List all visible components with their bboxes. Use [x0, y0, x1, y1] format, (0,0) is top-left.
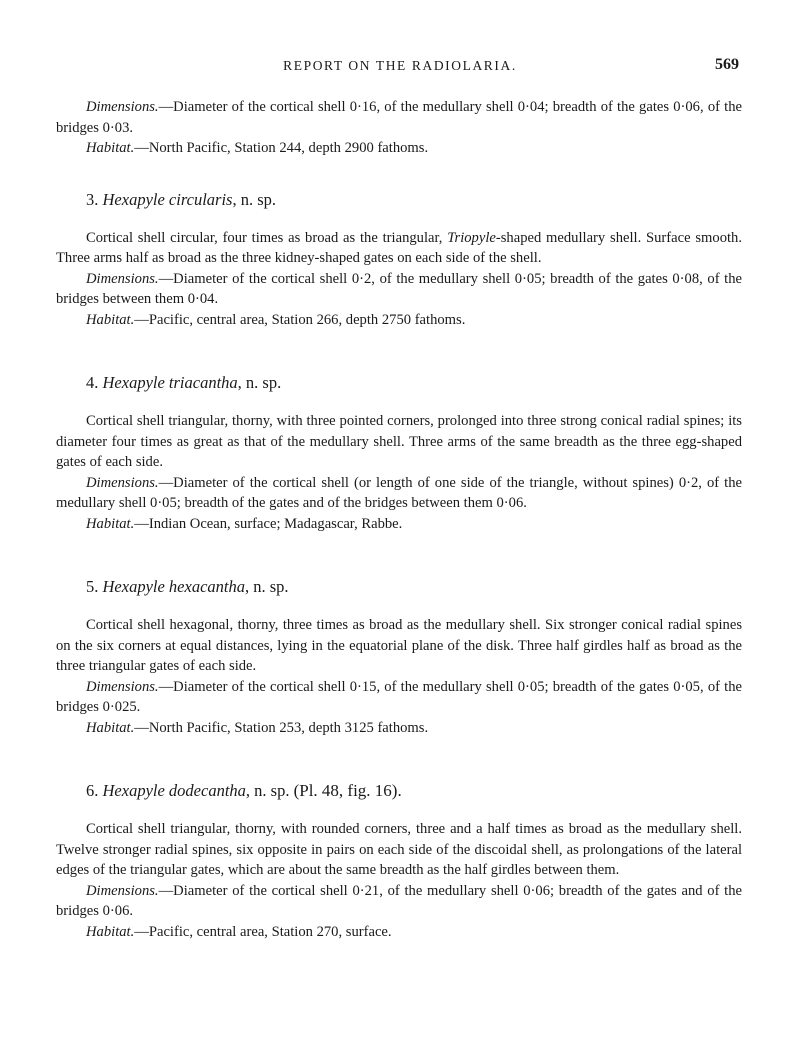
habitat-label: Habitat. [86, 719, 135, 736]
habitat-text: —North Pacific, Station 244, depth 2900 fathoms. [134, 140, 429, 156]
species-suffix: , n. sp. [245, 781, 290, 800]
species-habitat [56, 310, 742, 331]
species-heading [56, 189, 742, 211]
dimensions-text: —Diameter of the cortical shell 0·21, of the medullary shell 0·06; breadth of the gates and of the bridges 0·06. [56, 882, 742, 919]
habitat-text: —Pacific, central area, Station 266, depth 2750 fathoms. [134, 311, 466, 328]
article-body [56, 97, 742, 942]
species-number: 4. [86, 373, 99, 392]
dimensions-text: —Diameter of the cortical shell 0·16, of the medullary shell 0·04; breadth of the gates 0·06, of the bridges 0·03. [56, 99, 742, 136]
habitat-text: —North Pacific, Station 253, depth 3125 fathoms. [134, 719, 429, 736]
species-habitat [56, 718, 742, 739]
species-heading [56, 372, 742, 394]
dimensions-text: —Diameter of the cortical shell 0·2, of the medullary shell 0·05; breadth of the gates 0·08, of the bridges between them 0·04. [56, 270, 742, 307]
habitat-label: Habitat. [86, 515, 135, 532]
species-name: Hexapyle triacantha [102, 373, 238, 392]
dimensions-label: Dimensions. [86, 678, 159, 695]
species-description: Cortical shell triangular, thorny, with three pointed corners, prolonged into three strong conical radial spines; its diameter four times as great as that of the medullary shell. Three arms of the same breadth as the three egg-shaped gates of each side. [56, 413, 742, 470]
dimensions-text: —Diameter of the cortical shell 0·15, of the medullary shell 0·05; breadth of the gates 0·05, of the bridges 0·025. [56, 678, 742, 715]
genus-reference: Triopyle [447, 229, 496, 246]
species-habitat [56, 922, 742, 943]
dimensions-label: Dimensions. [86, 270, 159, 287]
species-dimensions [56, 881, 742, 922]
species-dimensions [56, 269, 742, 310]
habitat-text: —Indian Ocean, surface; Madagascar, Rabbe. [134, 515, 403, 532]
page-header [0, 58, 800, 80]
description-text: Cortical shell circular, four times as broad as the triangular, [86, 229, 448, 246]
description-text: -shaped medullary shell. Surface smooth. Three arms half as broad as the three kidney-shaped gates on each side of the shell. [56, 229, 742, 266]
species-heading [56, 576, 742, 598]
dimensions-label: Dimensions. [86, 99, 159, 115]
species-name: Hexapyle circularis [102, 189, 233, 209]
habitat-label: Habitat. [86, 923, 135, 940]
page-number: 569 [715, 56, 739, 73]
dimensions-text: —Diameter of the cortical shell (or length of one side of the triangle, without spines) 0·2, of the medullary shell 0·05; breadth of the gates and of the bridges between them 0·06. [56, 474, 742, 511]
species-suffix: , n. sp. [232, 189, 277, 209]
plate-figure-reference: (Pl. 48, fig. 16). [293, 781, 402, 800]
habitat-label: Habitat. [86, 140, 135, 156]
species-number: 3. [86, 189, 99, 209]
species-dimensions [56, 677, 742, 718]
species-description [56, 228, 742, 269]
species-heading [56, 780, 742, 802]
species-suffix: , n. sp. [237, 373, 282, 392]
running-head: REPORT ON THE RADIOLARIA. [283, 58, 517, 73]
species-dimensions [56, 473, 742, 514]
species-suffix: , n. sp. [244, 577, 289, 596]
species-description: Cortical shell triangular, thorny, with rounded corners, three and a half times as broad as the medullary shell. Twelve stronger radial spines, six opposite in pairs on each side of the discoidal shell, as prolongations of the lateral edges of the triangular gates, which are about the same breadth as the half girdles between them. [56, 821, 742, 878]
intro-habitat [56, 138, 742, 159]
species-number: 6. [86, 781, 99, 800]
habitat-text: —Pacific, central area, Station 270, surface. [134, 923, 392, 940]
species-name: Hexapyle dodecantha [102, 781, 246, 800]
dimensions-label: Dimensions. [86, 474, 159, 491]
species-number: 5. [86, 577, 99, 596]
species-description: Cortical shell hexagonal, thorny, three times as broad as the medullary shell. Six stronger conical radial spines on the six corners at equal distances, lying in the equatorial plane of the disk. Three half girdles half as broad as the three triangular gates of each side. [56, 617, 742, 674]
species-habitat [56, 514, 742, 535]
species-name: Hexapyle hexacantha [102, 577, 245, 596]
dimensions-label: Dimensions. [86, 882, 159, 899]
habitat-label: Habitat. [86, 311, 135, 328]
intro-dimensions [56, 97, 742, 138]
